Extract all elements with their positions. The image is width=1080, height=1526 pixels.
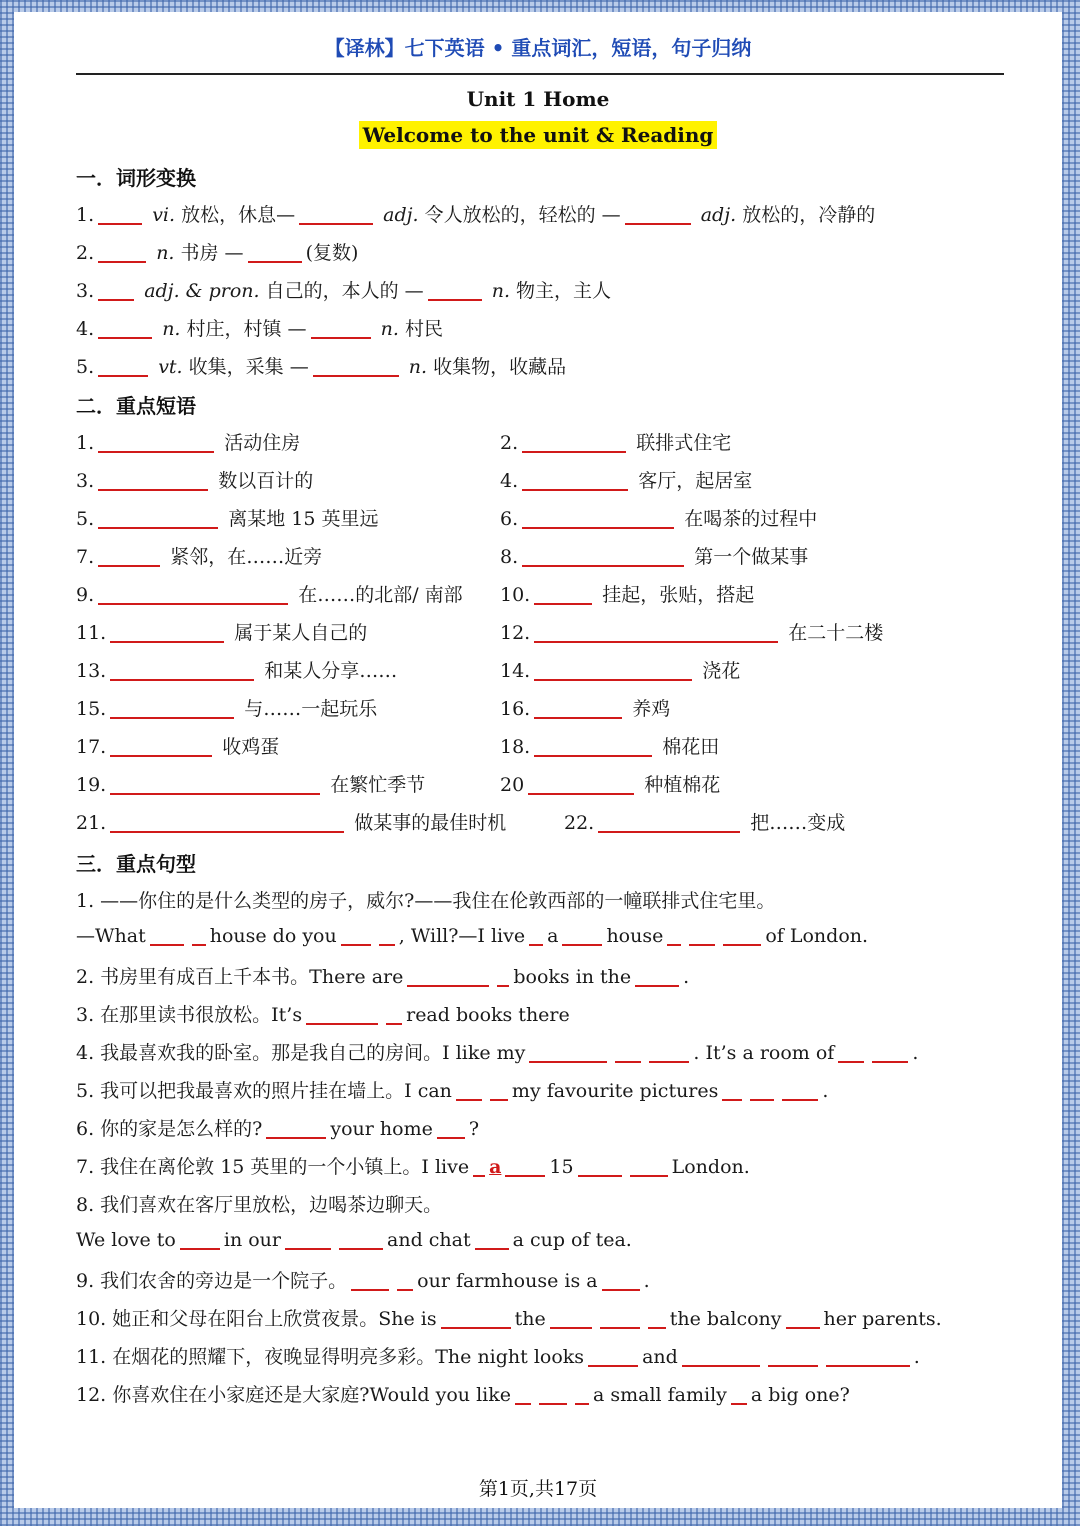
answer-blank[interactable] — [689, 924, 715, 946]
answer-blank[interactable] — [110, 811, 344, 833]
sentence: 9. 我们农舍的旁边是一个院子。 our farmhouse is a . — [76, 1270, 650, 1292]
word-form-row: 3. adj. & pron. 自己的，本人的 — n. 物主，主人 — [76, 280, 612, 302]
document-page — [14, 12, 1062, 1508]
phrase-item: 18. 棉花田 — [500, 736, 720, 758]
answer-blank[interactable] — [351, 1269, 389, 1291]
answer-blank[interactable] — [522, 545, 684, 567]
phrase-item: 16. 养鸡 — [500, 698, 671, 720]
answer-blank[interactable] — [110, 773, 320, 795]
phrase-item: 14. 浇花 — [500, 660, 741, 682]
phrase-item: 19. 在繁忙季节 — [76, 774, 426, 796]
phrase-item: 10. 挂起，张贴，搭起 — [500, 584, 755, 606]
answer-blank[interactable] — [437, 1117, 465, 1139]
sentence-cn: 1. ——你住的是什么类型的房子，威尔?——我住在伦敦西部的一幢联排式住宅里。 — [76, 890, 776, 912]
phrase-item: 2. 联排式住宅 — [500, 432, 732, 454]
answer-blank[interactable] — [98, 279, 134, 301]
page-number: 第1页,共17页 — [478, 1478, 598, 1500]
answer-blank[interactable] — [682, 1345, 760, 1367]
sentence: 10. 她正和父母在阳台上欣赏夜景。She is the the balcony her parents. — [76, 1308, 942, 1330]
answer-blank[interactable] — [98, 583, 288, 605]
answer-blank[interactable] — [782, 1079, 818, 1101]
answer-blank[interactable] — [475, 1228, 509, 1250]
answer-blank[interactable] — [473, 1155, 485, 1177]
answer-blank[interactable] — [550, 1307, 592, 1329]
unit-title: Unit 1 Home — [466, 87, 610, 111]
answer-blank[interactable] — [522, 431, 626, 453]
answer-blank[interactable] — [98, 545, 160, 567]
answer-blank[interactable] — [615, 1041, 641, 1063]
answer-blank[interactable] — [529, 924, 543, 946]
answer-blank[interactable] — [311, 317, 371, 339]
phrase-item: 8. 第一个做某事 — [500, 546, 809, 568]
answer-blank[interactable] — [635, 965, 679, 987]
answer-blank[interactable] — [602, 1269, 640, 1291]
answer-blank[interactable] — [528, 773, 634, 795]
word-form-row: 2. n. 书房 — (复数) — [76, 242, 359, 264]
answer-blank[interactable] — [505, 1155, 545, 1177]
answer-blank[interactable] — [98, 203, 142, 225]
answer-blank[interactable] — [192, 924, 206, 946]
answer-blank[interactable] — [98, 431, 214, 453]
word-form-row: 4. n. 村庄，村镇 — n. 村民 — [76, 318, 443, 340]
answer-blank[interactable] — [98, 355, 148, 377]
answer-blank[interactable] — [285, 1228, 331, 1250]
word-form-row: 1. vi. 放松，休息— adj. 令人放松的，轻松的 — adj. 放松的，冷静的 — [76, 204, 876, 226]
answer-blank[interactable] — [649, 1041, 689, 1063]
answer-blank[interactable] — [838, 1041, 864, 1063]
answer-blank[interactable] — [768, 1345, 818, 1367]
phrase-item: 12. 在二十二楼 — [500, 622, 884, 644]
answer-blank[interactable] — [98, 507, 218, 529]
sentence-en: —What house do you , Will?—I live a house of London. — [76, 925, 869, 947]
answer-blank[interactable] — [441, 1307, 511, 1329]
answer-blank[interactable] — [534, 735, 652, 757]
phrase-item: 17. 收鸡蛋 — [76, 736, 280, 758]
answer-blank[interactable] — [750, 1079, 774, 1101]
section2-heading: 二．重点短语 — [76, 394, 196, 418]
answer-blank[interactable] — [110, 735, 212, 757]
answer-blank[interactable] — [98, 241, 146, 263]
answer-blank[interactable] — [497, 965, 509, 987]
answer-blank[interactable] — [428, 279, 482, 301]
answer-blank[interactable] — [598, 811, 740, 833]
answer-blank[interactable] — [625, 203, 691, 225]
answer-blank[interactable] — [379, 924, 395, 946]
answer-blank[interactable] — [600, 1307, 640, 1329]
answer-blank[interactable] — [110, 659, 254, 681]
phrase-item: 13. 和某人分享…… — [76, 660, 398, 682]
answer-blank[interactable] — [826, 1345, 910, 1367]
answer-blank[interactable] — [522, 507, 674, 529]
answer-blank[interactable] — [731, 1383, 747, 1405]
answer-blank[interactable] — [386, 1003, 402, 1025]
answer-blank[interactable] — [98, 469, 208, 491]
header-title: 【译林】七下英语 • 重点词汇，短语，句子归纳 — [324, 36, 752, 60]
phrase-item: 22. 把……变成 — [564, 812, 846, 834]
answer-blank[interactable] — [786, 1307, 820, 1329]
sentence-en: We love to in our and chat a cup of tea. — [76, 1229, 632, 1251]
answer-blank[interactable] — [872, 1041, 908, 1063]
answer-blank[interactable] — [150, 924, 184, 946]
word-form-row: 5. vt. 收集，采集 — n. 收集物，收藏品 — [76, 356, 567, 378]
answer-blank[interactable] — [98, 317, 152, 339]
phrase-item: 3. 数以百计的 — [76, 470, 314, 492]
phrase-item: 1. 活动住房 — [76, 432, 301, 454]
phrase-item: 9. 在……的北部/ 南部 — [76, 584, 463, 606]
sentence: 6. 你的家是怎么样的? your home ? — [76, 1118, 480, 1140]
phrase-item: 4. 客厅，起居室 — [500, 470, 753, 492]
answer-blank[interactable] — [339, 1228, 383, 1250]
answer-blank[interactable] — [667, 924, 681, 946]
unit-subtitle: Welcome to the unit & Reading — [359, 121, 718, 149]
answer-blank[interactable] — [562, 924, 602, 946]
answer-blank[interactable] — [407, 965, 489, 987]
answer-blank[interactable] — [110, 697, 234, 719]
phrase-item: 7. 紧邻，在……近旁 — [76, 546, 323, 568]
answer-blank[interactable] — [648, 1307, 666, 1329]
answer-blank[interactable] — [588, 1345, 638, 1367]
answer-blank[interactable] — [313, 355, 399, 377]
answer-blank[interactable] — [534, 659, 692, 681]
answer-blank[interactable] — [341, 924, 371, 946]
section3-heading: 三．重点句型 — [76, 852, 196, 876]
answer-blank[interactable] — [515, 1383, 531, 1405]
sentence: 11. 在烟花的照耀下，夜晚显得明亮多彩。The night looks and . — [76, 1346, 920, 1368]
answer-blank[interactable] — [529, 1041, 607, 1063]
phrase-item: 6. 在喝茶的过程中 — [500, 508, 818, 530]
answer-blank[interactable] — [490, 1079, 508, 1101]
sentence: 12. 你喜欢住在小家庭还是大家庭?Would you like a small family a big one? — [76, 1384, 850, 1406]
answer-blank[interactable] — [534, 697, 622, 719]
answer-blank[interactable] — [248, 241, 302, 263]
phrase-item: 5. 离某地 15 英里远 — [76, 508, 379, 530]
answer-blank[interactable] — [522, 469, 628, 491]
phrase-item: 21. 做某事的最佳时机 — [76, 812, 507, 834]
sentence-cn: 8. 我们喜欢在客厅里放松，边喝茶边聊天。 — [76, 1194, 443, 1216]
answer-blank[interactable] — [575, 1383, 589, 1405]
phrase-item: 20 种植棉花 — [500, 774, 721, 796]
header-rule — [76, 73, 1004, 75]
section1-heading: 一．词形变换 — [76, 166, 196, 190]
answer-blank[interactable] — [306, 1003, 378, 1025]
answer-blank[interactable] — [723, 924, 761, 946]
answer-blank[interactable] — [578, 1155, 622, 1177]
answer-blank[interactable] — [722, 1079, 742, 1101]
answer-blank[interactable] — [299, 203, 373, 225]
answer-blank[interactable] — [110, 621, 224, 643]
answer-blank[interactable] — [534, 583, 592, 605]
phrase-item: 11. 属于某人自己的 — [76, 622, 368, 644]
answer-blank[interactable] — [456, 1079, 482, 1101]
answer-filled: a — [489, 1156, 502, 1178]
sentence: 2. 书房里有成百上千本书。There are books in the . — [76, 966, 690, 988]
answer-blank[interactable] — [630, 1155, 668, 1177]
sentence: 7. 我住在离伦敦 15 英里的一个小镇上。I live a 15 London. — [76, 1156, 750, 1178]
answer-blank[interactable] — [534, 621, 778, 643]
answer-blank[interactable] — [397, 1269, 413, 1291]
phrase-item: 15. 与……一起玩乐 — [76, 698, 378, 720]
sentence: 3. 在那里读书很放松。It’s read books there — [76, 1004, 570, 1026]
answer-blank[interactable] — [266, 1117, 326, 1139]
answer-blank[interactable] — [180, 1228, 220, 1250]
answer-blank[interactable] — [539, 1383, 567, 1405]
sentence: 5. 我可以把我最喜欢的照片挂在墙上。I can my favourite pictures . — [76, 1080, 829, 1102]
sentence: 4. 我最喜欢我的卧室。那是我自己的房间。I like my . It’s a room of . — [76, 1042, 919, 1064]
